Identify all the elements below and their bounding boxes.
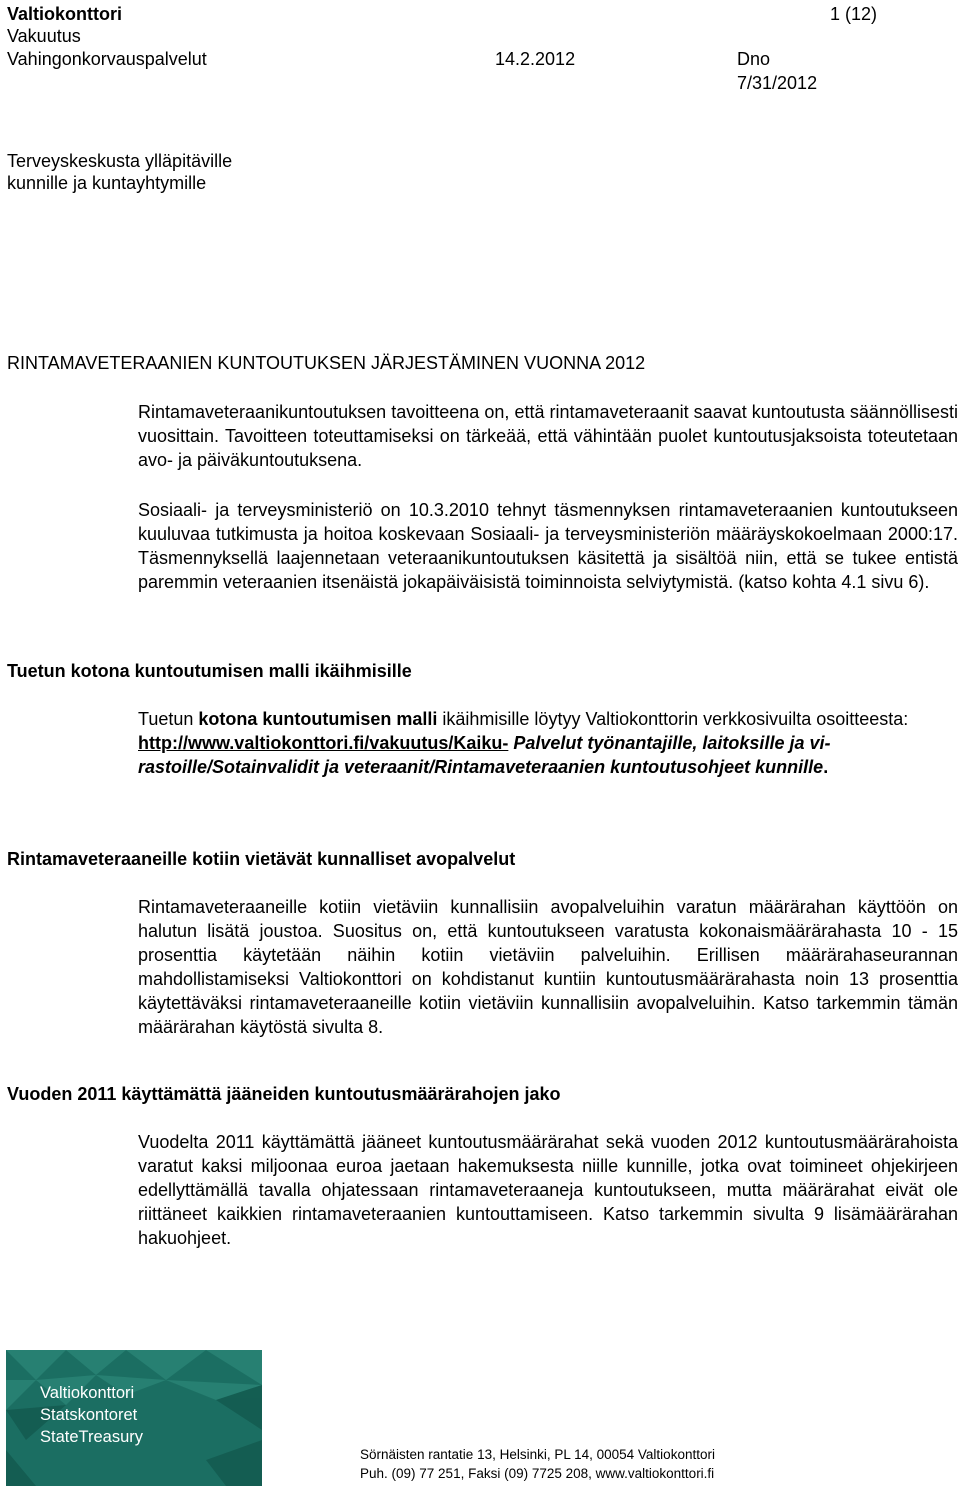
header-dno-value: 7/31/2012 — [737, 73, 818, 93]
header-dno-label: Dno — [737, 49, 771, 69]
header-org: Valtiokonttori — [7, 4, 123, 24]
section1-path2: rastoille/Sotainvalidit ja veteraanit/Rintamaveteraanien kuntoutusohjeet kunnille — [138, 757, 824, 777]
logo-line1: Valtiokonttori — [40, 1384, 135, 1402]
section2-paragraph — [138, 895, 958, 1039]
intro-p1-text: Rintamaveteraanikuntoutuksen tavoitteena on, että rintamaveteraanit saavat kuntoutusta säännöllisesti vuosittain. Tavoitteen toteuttamiseksi on tärkeää, että vähintään puolet kuntoutusjaksoista toteutetaan avo- ja päiväkuntoutuksena. — [138, 402, 958, 470]
recipient-line2: kunnille ja kuntayhtymille — [7, 173, 207, 193]
valtiokonttori-logo — [6, 1350, 262, 1486]
footer-contact: Puh. (09) 77 251, Faksi (09) 7725 208, www.valtiokonttori.fi — [360, 1466, 715, 1481]
logo-line3: StateTreasury — [40, 1428, 144, 1446]
section1-paragraph — [138, 707, 958, 779]
document-title: RINTAMAVETERAANIEN KUNTOUTUKSEN JÄRJESTÄMINEN VUONNA 2012 — [7, 353, 646, 373]
section3-heading: Vuoden 2011 käyttämättä jääneiden kuntoutusmäärärahojen jako — [7, 1084, 561, 1104]
section1-text-c: ikäihmisille löytyy Valtiokonttorin verkkosivuilta osoitteesta: — [437, 709, 909, 729]
header-dept2: Vahingonkorvauspalvelut — [7, 49, 207, 69]
section1-text-bold: kotona kuntoutumisen malli — [198, 709, 438, 729]
section3-text: Vuodelta 2011 käyttämättä jääneet kuntoutusmäärärahat sekä vuoden 2012 kuntoutusmäärärahoista varatut kaksi miljoonaa euroa jaetaan hakemuksesta niille kunnille, jotka ovat toimineet ohjekirjeen edellyttämällä tavalla ohjatessaan rintamaveteraaneja kuntoutukseen, mutta määrärahat eivät ole riittäneet kaikkien rintamaveteraanien kuntouttamiseen. Katso tarkemmin sivulta 9 lisämäärärahan hakuohjeet. — [138, 1132, 958, 1248]
section2-text: Rintamaveteraaneille kotiin vietäviin kunnallisiin avopalveluihin varatun määrärahan käyttöön on halutun lisätä joustoa. Suositus on, että kuntoutukseen varatusta kokonaismäärärahasta 10 - 15 prosenttia käytetään näihin kotiin vietäviin palveluihin. Erillisen määrärahaseurannan mahdollistamiseksi Valtiokonttori on kohdistanut kuntiin kuntoutusmäärärahasta noin 13 prosenttia käytettäväksi rintamaveteraaneille kotiin vietäviin kunnallisiin avopalveluihin. Katso tarkemmin tämän määrärahan käytöstä sivulta 8. — [138, 897, 958, 1037]
section1-text-a: Tuetun — [138, 709, 199, 729]
section1-path1: Palvelut työnantajille, laitoksille ja vi- — [508, 733, 831, 753]
recipient-line1: Terveyskeskusta ylläpitäville — [7, 151, 233, 171]
intro-paragraph-1 — [138, 400, 958, 472]
section2-heading: Rintamaveteraaneille kotiin vietävät kunnalliset avopalvelut — [7, 849, 516, 869]
header-page-number: 1 (12) — [830, 4, 878, 24]
header-dept1: Vakuutus — [7, 26, 81, 46]
section1-heading: Tuetun kotona kuntoutumisen malli ikäihmisille — [7, 661, 412, 681]
section1-period: . — [823, 757, 829, 777]
footer-address: Sörnäisten rantatie 13, Helsinki, PL 14, 00054 Valtiokonttori — [360, 1447, 715, 1462]
logo-line2: Statskontoret — [40, 1406, 138, 1424]
intro-p2-text: Sosiaali- ja terveysministeriö on 10.3.2010 tehnyt täsmennyksen rintamaveteraanien kuntoutukseen kuuluvaa tutkimusta ja hoitoa koskevaan Sosiaali- ja terveysministeriön määräyskokoelmaan 2000:17. Täsmennyksellä laajennetaan veteraanikuntoutuksen käsitettä ja sisältöä niin, että se tukee entistä paremmin veteraanien itsenäistä jokapäiväisistä toiminnoista selviytymistä. (katso kohta 4.1 sivu 6). — [138, 500, 958, 592]
valtiokonttori-link[interactable]: http://www.valtiokonttori.fi/vakuutus/Kaiku- — [138, 733, 509, 753]
intro-paragraph-2 — [138, 498, 958, 594]
header-date: 14.2.2012 — [495, 49, 576, 69]
section3-paragraph — [138, 1130, 958, 1250]
